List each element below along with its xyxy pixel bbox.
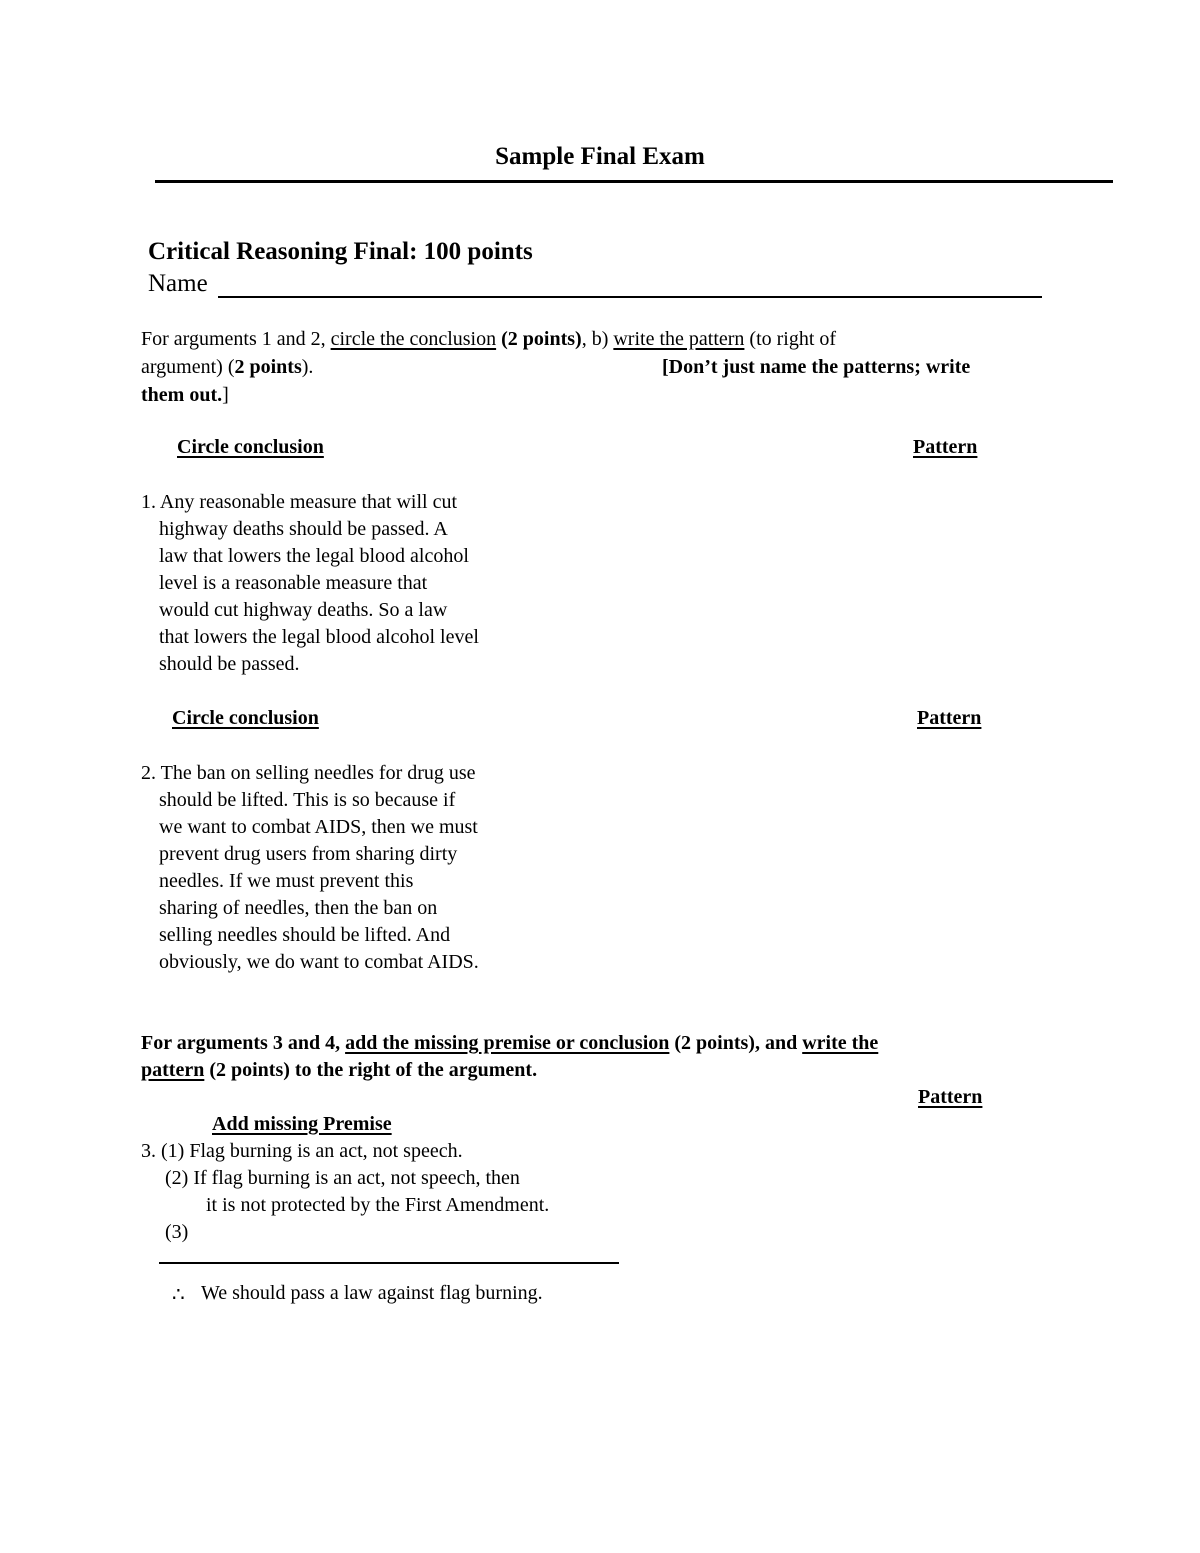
instruction-write-pattern: write the pattern xyxy=(613,328,745,350)
argument-line: level is a reasonable measure that xyxy=(159,572,428,594)
instructions-note-line2 xyxy=(141,384,229,407)
name-field[interactable] xyxy=(218,296,1042,298)
header-rule xyxy=(155,180,1113,183)
argument-line: we want to combat AIDS, then we must xyxy=(159,816,478,838)
argument-line: law that lowers the legal blood alcohol xyxy=(159,545,469,567)
section3-pattern-heading: Pattern xyxy=(918,1086,983,1108)
premise-divider-line xyxy=(159,1262,619,1264)
instruction-text: (2 points) to the right of the argument. xyxy=(204,1059,538,1081)
section2-circle-heading: Circle conclusion xyxy=(172,707,319,729)
instruction-points: (2 points) xyxy=(501,328,582,350)
premise-2-continued: it is not protected by the First Amendment. xyxy=(206,1194,550,1216)
instruction-note-bold: them out. xyxy=(141,384,223,406)
section2-pattern-heading: Pattern xyxy=(917,707,982,729)
argument-line: selling needles should be lifted. And xyxy=(159,924,451,946)
instruction-text: For arguments 1 and 2, xyxy=(141,328,331,350)
instruction-text: ). xyxy=(301,356,314,378)
instruction-add-missing: add the missing premise or conclusion xyxy=(345,1032,670,1054)
instructions-note-line1: [Don’t just name the patterns; write xyxy=(662,356,971,378)
section1-pattern-heading: Pattern xyxy=(913,436,978,458)
section1-circle-heading: Circle conclusion xyxy=(177,436,324,458)
premise-1: 3. (1) Flag burning is an act, not speech. xyxy=(141,1140,463,1162)
therefore-symbol: ∴ xyxy=(172,1284,185,1306)
instruction-write-pattern: write the xyxy=(802,1032,879,1054)
argument-line: sharing of needles, then the ban on xyxy=(159,897,438,919)
argument-line: 1. Any reasonable measure that will cut xyxy=(141,491,458,513)
argument-line: should be passed. xyxy=(159,653,300,675)
argument-line: 2. The ban on selling needles for drug use xyxy=(141,762,476,784)
section3-premise-heading: Add missing Premise xyxy=(212,1113,392,1135)
instructions-3-4-line1 xyxy=(141,1032,878,1055)
instructions-3-4-line2 xyxy=(141,1059,537,1082)
instruction-text: For arguments 3 and 4, xyxy=(141,1032,346,1054)
instruction-text: argument) ( xyxy=(141,356,235,378)
instruction-text: , b) xyxy=(581,328,614,350)
instruction-text: ] xyxy=(222,384,229,406)
premise-3-label: (3) xyxy=(165,1221,189,1243)
instruction-text: (to right of xyxy=(744,328,837,350)
argument-line: needles. If we must prevent this xyxy=(159,870,414,892)
argument-line: should be lifted. This is so because if xyxy=(159,789,456,811)
instructions-1-2-line2 xyxy=(141,356,313,379)
instruction-write-pattern: pattern xyxy=(141,1059,205,1081)
argument-line: obviously, we do want to combat AIDS. xyxy=(159,951,479,973)
argument-line: would cut highway deaths. So a law xyxy=(159,599,448,621)
argument-3-conclusion: We should pass a law against flag burning. xyxy=(201,1282,543,1304)
exam-title: Critical Reasoning Final: 100 points xyxy=(148,238,533,265)
instruction-circle-conclusion: circle the conclusion xyxy=(330,328,497,350)
argument-line: that lowers the legal blood alcohol level xyxy=(159,626,479,648)
page-header-title: Sample Final Exam xyxy=(495,143,705,170)
premise-2: (2) If flag burning is an act, not speech, then xyxy=(165,1167,520,1189)
instruction-text: (2 points), and xyxy=(669,1032,803,1054)
argument-line: prevent drug users from sharing dirty xyxy=(159,843,458,865)
argument-line: highway deaths should be passed. A xyxy=(159,518,448,540)
name-label: Name xyxy=(148,270,208,297)
instruction-points: 2 points xyxy=(234,356,302,378)
instructions-1-2-line1 xyxy=(141,328,836,351)
